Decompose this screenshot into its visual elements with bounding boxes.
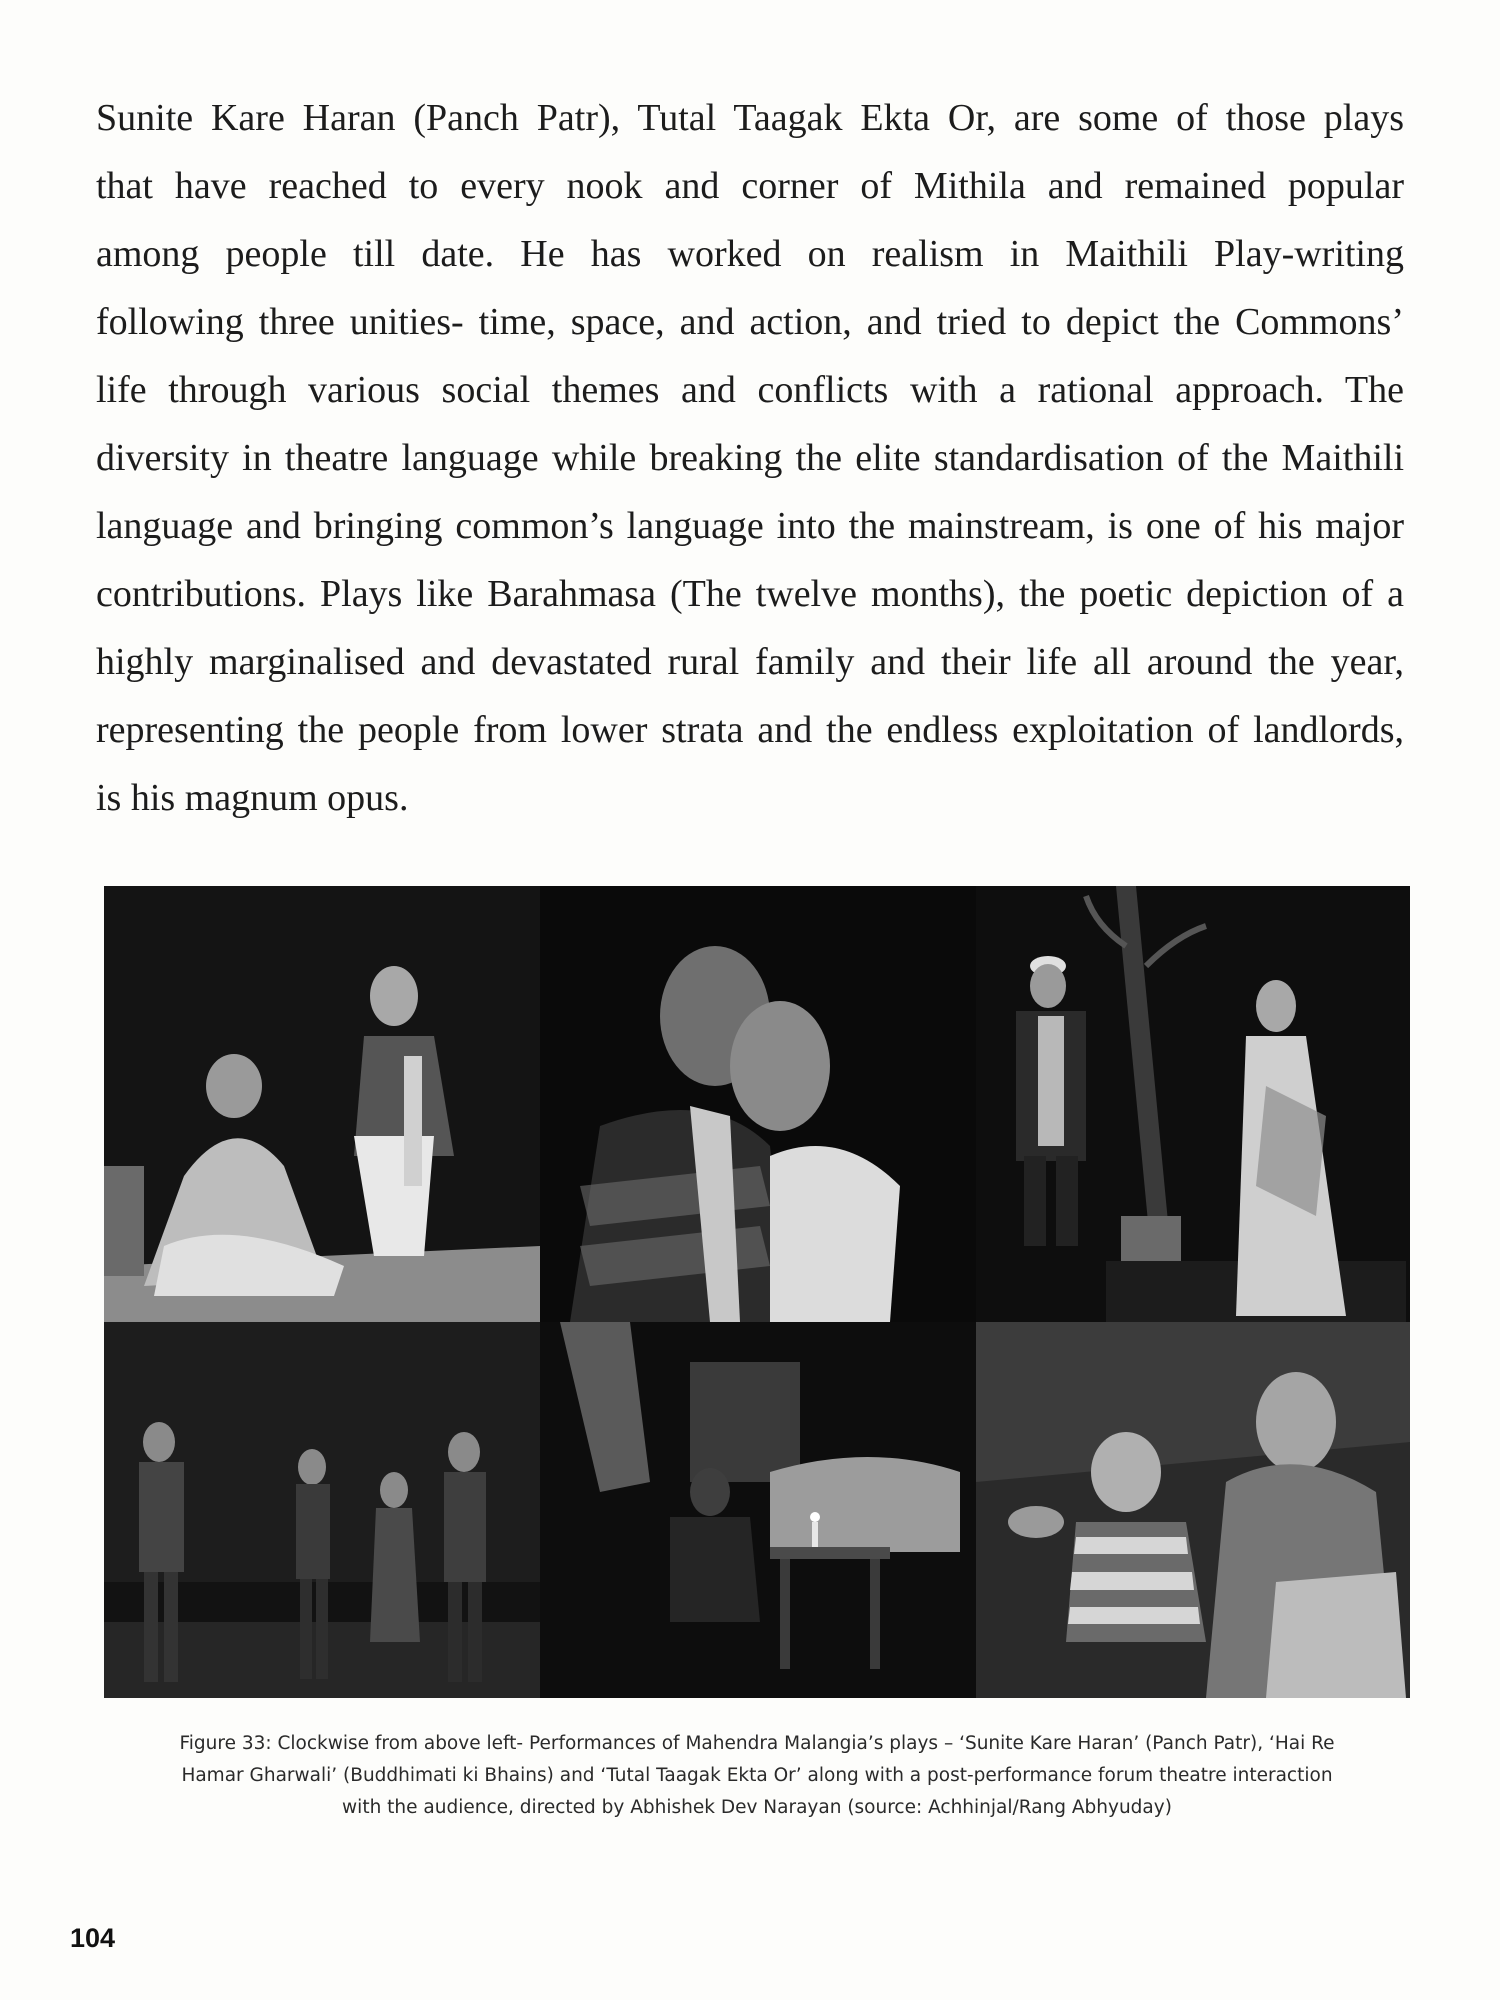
body-line: following three unities- time, space, and action, and tried to depict the Commons’ (96, 301, 1404, 343)
body-line: is his magnum opus. (96, 777, 409, 819)
photo-panel (104, 1322, 540, 1698)
caption-line: Figure 33: Clockwise from above left- Performances of Mahendra Malangia’s plays – ‘Sunite Kare Haran’ (Panch Patr), ‘Hai Re (179, 1733, 1335, 1754)
photo-panel (976, 1322, 1410, 1698)
photo-panel (976, 886, 1410, 1322)
photo-panel (540, 886, 976, 1322)
body-line: contributions. Plays like Barahmasa (The twelve months), the poetic depiction of a (96, 573, 1404, 615)
body-line: language and bringing common’s language into the mainstream, is one of his major (96, 505, 1404, 547)
figure-caption (104, 1728, 1410, 1824)
caption-line: Hamar Gharwali’ (Buddhimati ki Bhains) and ‘Tutal Taagak Ekta Or’ along with a post-performance forum theatre interaction (181, 1765, 1333, 1786)
body-paragraph (96, 84, 1404, 832)
photo-panel (104, 886, 540, 1322)
body-line: Sunite Kare Haran (Panch Patr), Tutal Taagak Ekta Or, are some of those plays (96, 97, 1404, 139)
caption-line: with the audience, directed by Abhishek Dev Narayan (source: Achhinjal/Rang Abhyuday) (342, 1797, 1172, 1818)
photo-collage (104, 886, 1410, 1698)
body-line: among people till date. He has worked on realism in Maithili Play-writing (96, 233, 1404, 275)
photo-panel (540, 1322, 976, 1698)
body-line: life through various social themes and conflicts with a rational approach. The (96, 369, 1404, 411)
page-number: 104 (70, 1923, 116, 1953)
body-line: that have reached to every nook and corner of Mithila and remained popular (96, 165, 1404, 207)
body-line: highly marginalised and devastated rural family and their life all around the year, (96, 641, 1404, 683)
body-line: representing the people from lower strata and the endless exploitation of landlords, (96, 709, 1404, 751)
body-line: diversity in theatre language while breaking the elite standardisation of the Maithili (96, 437, 1404, 479)
